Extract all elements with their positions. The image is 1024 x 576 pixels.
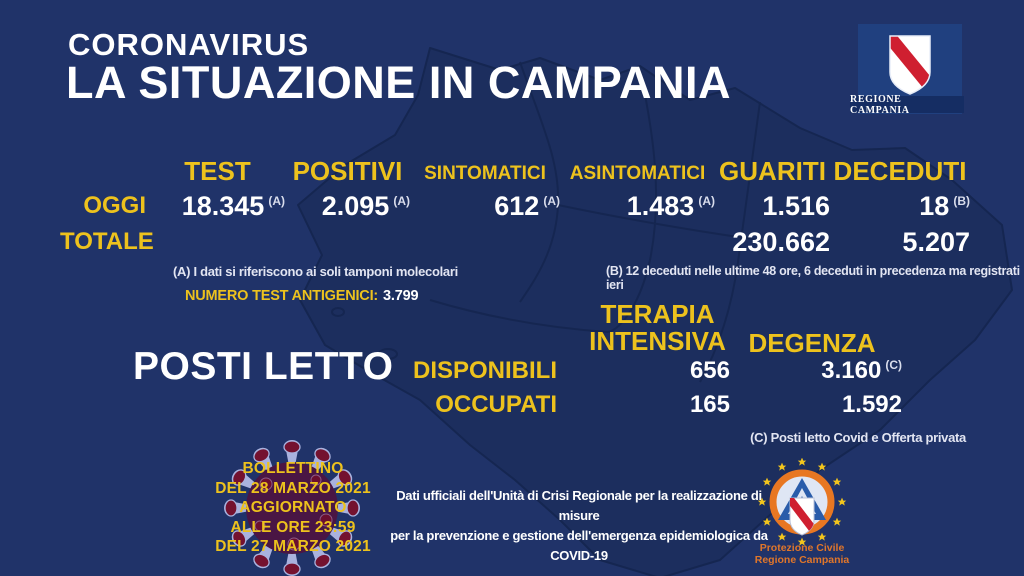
beds-occupati-intensiva: 165 xyxy=(689,391,730,418)
col-header-test: TEST xyxy=(184,156,251,186)
bulletin-line: ALLE ORE 23:59 xyxy=(230,518,356,536)
col-header-degenza: DEGENZA xyxy=(748,328,876,358)
beds-row-disponibili xyxy=(340,357,902,385)
row-label-totale: TOTALE xyxy=(60,228,154,255)
regione-campania-caption-text: REGIONE CAMPANIA xyxy=(850,93,910,116)
stats-corner-spacer xyxy=(60,156,150,187)
page-title-line1: CORONAVIRUS xyxy=(68,27,310,62)
value-oggi-guariti: 1.516 xyxy=(762,190,830,221)
beds-disponibili-intensiva: 656 xyxy=(689,357,730,384)
col-header-asintomatici: ASINTOMATICI xyxy=(569,163,706,184)
col-header-positivi: POSITIVI xyxy=(292,156,403,186)
covid-stats-table xyxy=(60,156,970,259)
value-oggi-deceduti: 18 $^{(B)}$ xyxy=(919,190,970,221)
bulletin-line: BOLLETTINO xyxy=(242,460,344,477)
beds-section-title: POSTI LETTO xyxy=(133,345,394,388)
footnote-b: (B) 12 deceduti nelle ultime 48 ore, 6 deceduti in precedenza ma registrati ieri xyxy=(606,264,1020,292)
value-totale-deceduti: 5.207 xyxy=(902,226,970,257)
bulletin-line: AGGIORNATO xyxy=(239,499,347,516)
value-oggi-positivi: 2.095 $^{(A)}$ xyxy=(321,190,410,221)
beds-row-label: DISPONIBILI xyxy=(412,357,557,384)
bulletin-line: DEL 27 MARZO 2021 xyxy=(215,538,371,555)
col-header-deceduti: DECEDUTI xyxy=(833,156,967,186)
protezione-civile-logo xyxy=(750,458,854,546)
value-oggi-sintomatici: 612 $^{(A)}$ xyxy=(494,190,560,221)
beds-disponibili-degenza: 3.160 $^{(C)}$ xyxy=(821,357,902,384)
protezione-civile-caption xyxy=(748,543,856,566)
official-data-note xyxy=(385,486,773,566)
row-label-oggi: OGGI xyxy=(83,192,146,219)
value-oggi-test: 18.345 $^{(A)}$ xyxy=(181,190,285,221)
footnote-marker: (A) xyxy=(393,193,410,208)
regione-campania-caption xyxy=(850,93,964,116)
beds-row-occupati xyxy=(340,391,902,419)
official-note-line1: Dati ufficiali dell'Unità di Crisi Regionale per la realizzazione di misure xyxy=(396,488,762,523)
footnote-marker: (A) xyxy=(698,193,715,208)
protezione-civile-caption-line1: Protezione Civile xyxy=(759,542,845,554)
footnote-marker: (C) xyxy=(885,358,902,372)
page-title-line2: LA SITUAZIONE IN CAMPANIA xyxy=(66,57,731,108)
antigen-tests-line xyxy=(185,288,418,304)
official-note-line2: per la prevenzione e gestione dell'emergenza epidemiologica da COVID-19 xyxy=(390,528,768,563)
col-header-terapia-intensiva: TERAPIA INTENSIVA xyxy=(589,299,726,356)
col-header-guariti: GUARITI xyxy=(719,156,826,186)
protezione-civile-caption-line2: Regione Campania xyxy=(754,553,850,566)
antigen-tests-value: 3.799 xyxy=(383,288,419,304)
footnote-marker: (B) xyxy=(953,193,970,208)
beds-row-label: OCCUPATI xyxy=(435,391,557,418)
footnote-a: (A) I dati si riferiscono ai soli tamponi molecolari xyxy=(173,264,458,279)
col-header-sintomatici: SINTOMATICI xyxy=(424,163,546,184)
value-totale-guariti: 230.662 xyxy=(732,226,830,257)
footnote-marker: (A) xyxy=(268,193,285,208)
footnote-marker: (A) xyxy=(543,193,560,208)
antigen-tests-label: NUMERO TEST ANTIGENICI: xyxy=(185,288,379,304)
value-oggi-asintomatici: 1.483 $^{(A)}$ xyxy=(626,190,715,221)
beds-occupati-degenza: 1.592 xyxy=(841,391,902,418)
footnote-c: (C) Posti letto Covid e Offerta privata xyxy=(750,430,966,445)
bulletin-line: DEL 28 MARZO 2021 xyxy=(215,479,371,497)
bulletin-date-block xyxy=(193,459,393,557)
